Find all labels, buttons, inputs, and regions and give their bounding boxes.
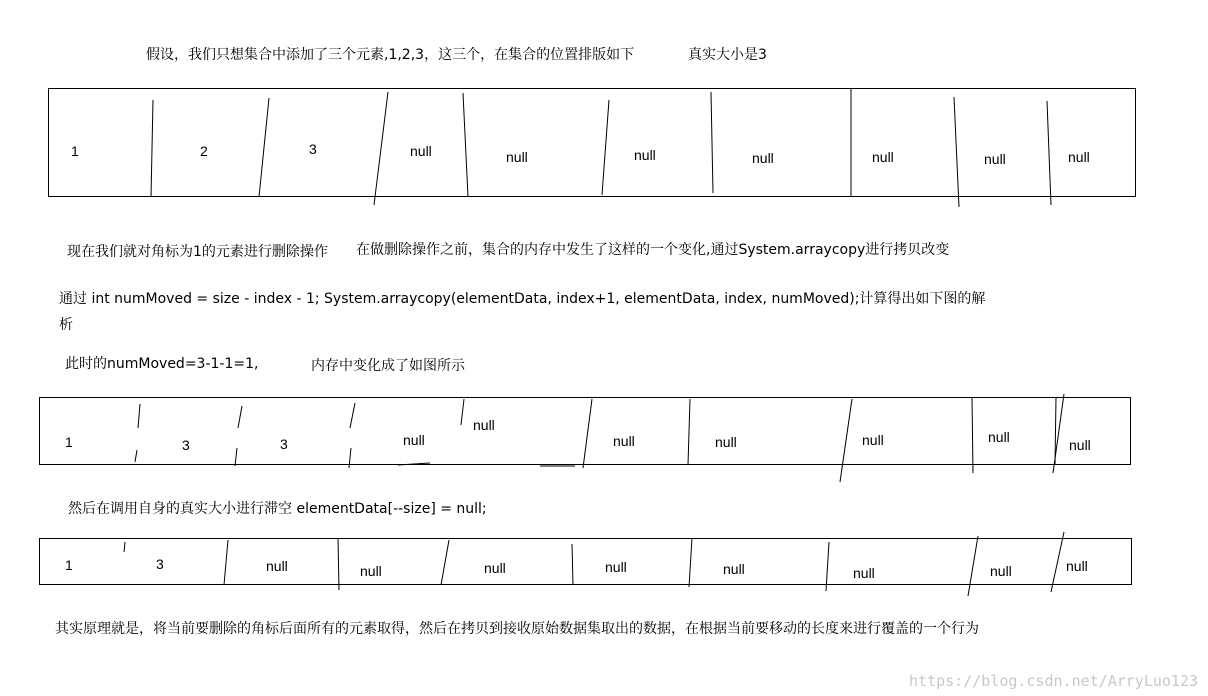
array-1-cell: null	[984, 151, 1006, 167]
array-2-divider	[398, 463, 430, 465]
array-1-cell: null	[506, 149, 528, 165]
array-2-divider	[461, 399, 464, 425]
array-3-divider	[826, 542, 829, 591]
array-3-cell: null	[484, 560, 506, 576]
formula-line-2: 析	[59, 317, 73, 333]
array-2-cell: null	[1069, 437, 1091, 453]
array-2-cell: null	[862, 432, 884, 448]
array-3-cell: 3	[156, 556, 164, 572]
array-3-cell: null	[853, 565, 875, 581]
array-1-divider	[954, 97, 959, 207]
array-2-divider	[138, 404, 140, 428]
num-moved-caption: 此时的numMoved=3-1-1=1,	[65, 356, 259, 372]
array-3-cell: null	[990, 563, 1012, 579]
array-2-divider	[583, 399, 592, 468]
array-1-cell: 3	[309, 141, 317, 157]
array-1-cell: 2	[200, 143, 208, 159]
array-2-divider	[238, 406, 242, 428]
principle-caption: 其实原理就是，将当前要删除的角标后面所有的元素取得，然后在拷贝到接收原始数据集取出的数据，在根据当前要移动的长度来进行覆盖的一个行为	[55, 621, 979, 637]
array-3-cell: null	[723, 561, 745, 577]
array-3-cell: null	[605, 559, 627, 575]
formula-line-1: 通过 int numMoved = size - index - 1; System.arraycopy(elementData, index+1, elementData, index, numMoved);计算得出如下图的解	[59, 291, 986, 307]
array-1-divider	[259, 98, 269, 197]
array-1-cell: null	[634, 147, 656, 163]
array-2-cell: null	[403, 432, 425, 448]
array-2-divider	[688, 399, 690, 465]
array-3-divider	[441, 540, 449, 585]
array-3-divider	[124, 542, 125, 552]
array-1-divider	[602, 100, 609, 195]
array-2-divider	[349, 448, 351, 468]
array-3-divider	[689, 538, 692, 587]
before-delete-caption: 在做删除操作之前，集合的内存中发生了这样的一个变化,通过System.arraycopy进行拷贝改变	[356, 242, 950, 258]
array-1-divider	[463, 93, 468, 197]
array-2-divider	[235, 448, 237, 466]
array-2-divider	[972, 397, 973, 473]
array-3-divider	[968, 536, 978, 596]
array-3-cell: null	[266, 558, 288, 574]
array-3-cell: null	[360, 563, 382, 579]
array-1-cell: null	[752, 150, 774, 166]
array-1-divider	[711, 92, 713, 193]
array-1-divider	[374, 92, 388, 205]
intro-caption: 假设，我们只想集合中添加了三个元素,1,2,3，这三个，在集合的位置排版如下	[146, 47, 635, 63]
null-out-caption: 然后在调用自身的真实大小进行滞空 elementData[--size] = null;	[68, 501, 487, 517]
array-2-cell: null	[715, 434, 737, 450]
array-1-cell: null	[1068, 149, 1090, 165]
watermark: https://blog.csdn.net/ArryLuo123	[909, 672, 1198, 690]
array-2-cell: null	[473, 417, 495, 433]
array-3-divider	[572, 544, 573, 585]
array-2-cell: 3	[280, 436, 288, 452]
array-2-cell: null	[988, 429, 1010, 445]
array-2-divider	[135, 450, 137, 462]
array-2-divider	[350, 403, 355, 428]
array-1-divider	[1047, 101, 1051, 205]
array-2-divider	[840, 399, 852, 482]
array-3-divider	[224, 540, 228, 585]
array-1-cell: null	[410, 143, 432, 159]
array-2-cell: 3	[182, 437, 190, 453]
array-3-cell: null	[1066, 558, 1088, 574]
array-3-divider	[1051, 532, 1064, 592]
array-3-cell: 1	[65, 557, 73, 573]
delete-op-caption: 现在我们就对角标为1的元素进行删除操作	[67, 244, 328, 260]
array-2-cell: 1	[65, 434, 73, 450]
memory-change-caption: 内存中变化成了如图所示	[311, 358, 465, 374]
array-2-cell: null	[613, 433, 635, 449]
array-1-cell: 1	[71, 143, 79, 159]
array-1-cell: null	[872, 149, 894, 165]
real-size-caption: 真实大小是3	[688, 47, 767, 63]
array-1-divider	[151, 100, 153, 197]
array-3-divider	[338, 538, 339, 590]
